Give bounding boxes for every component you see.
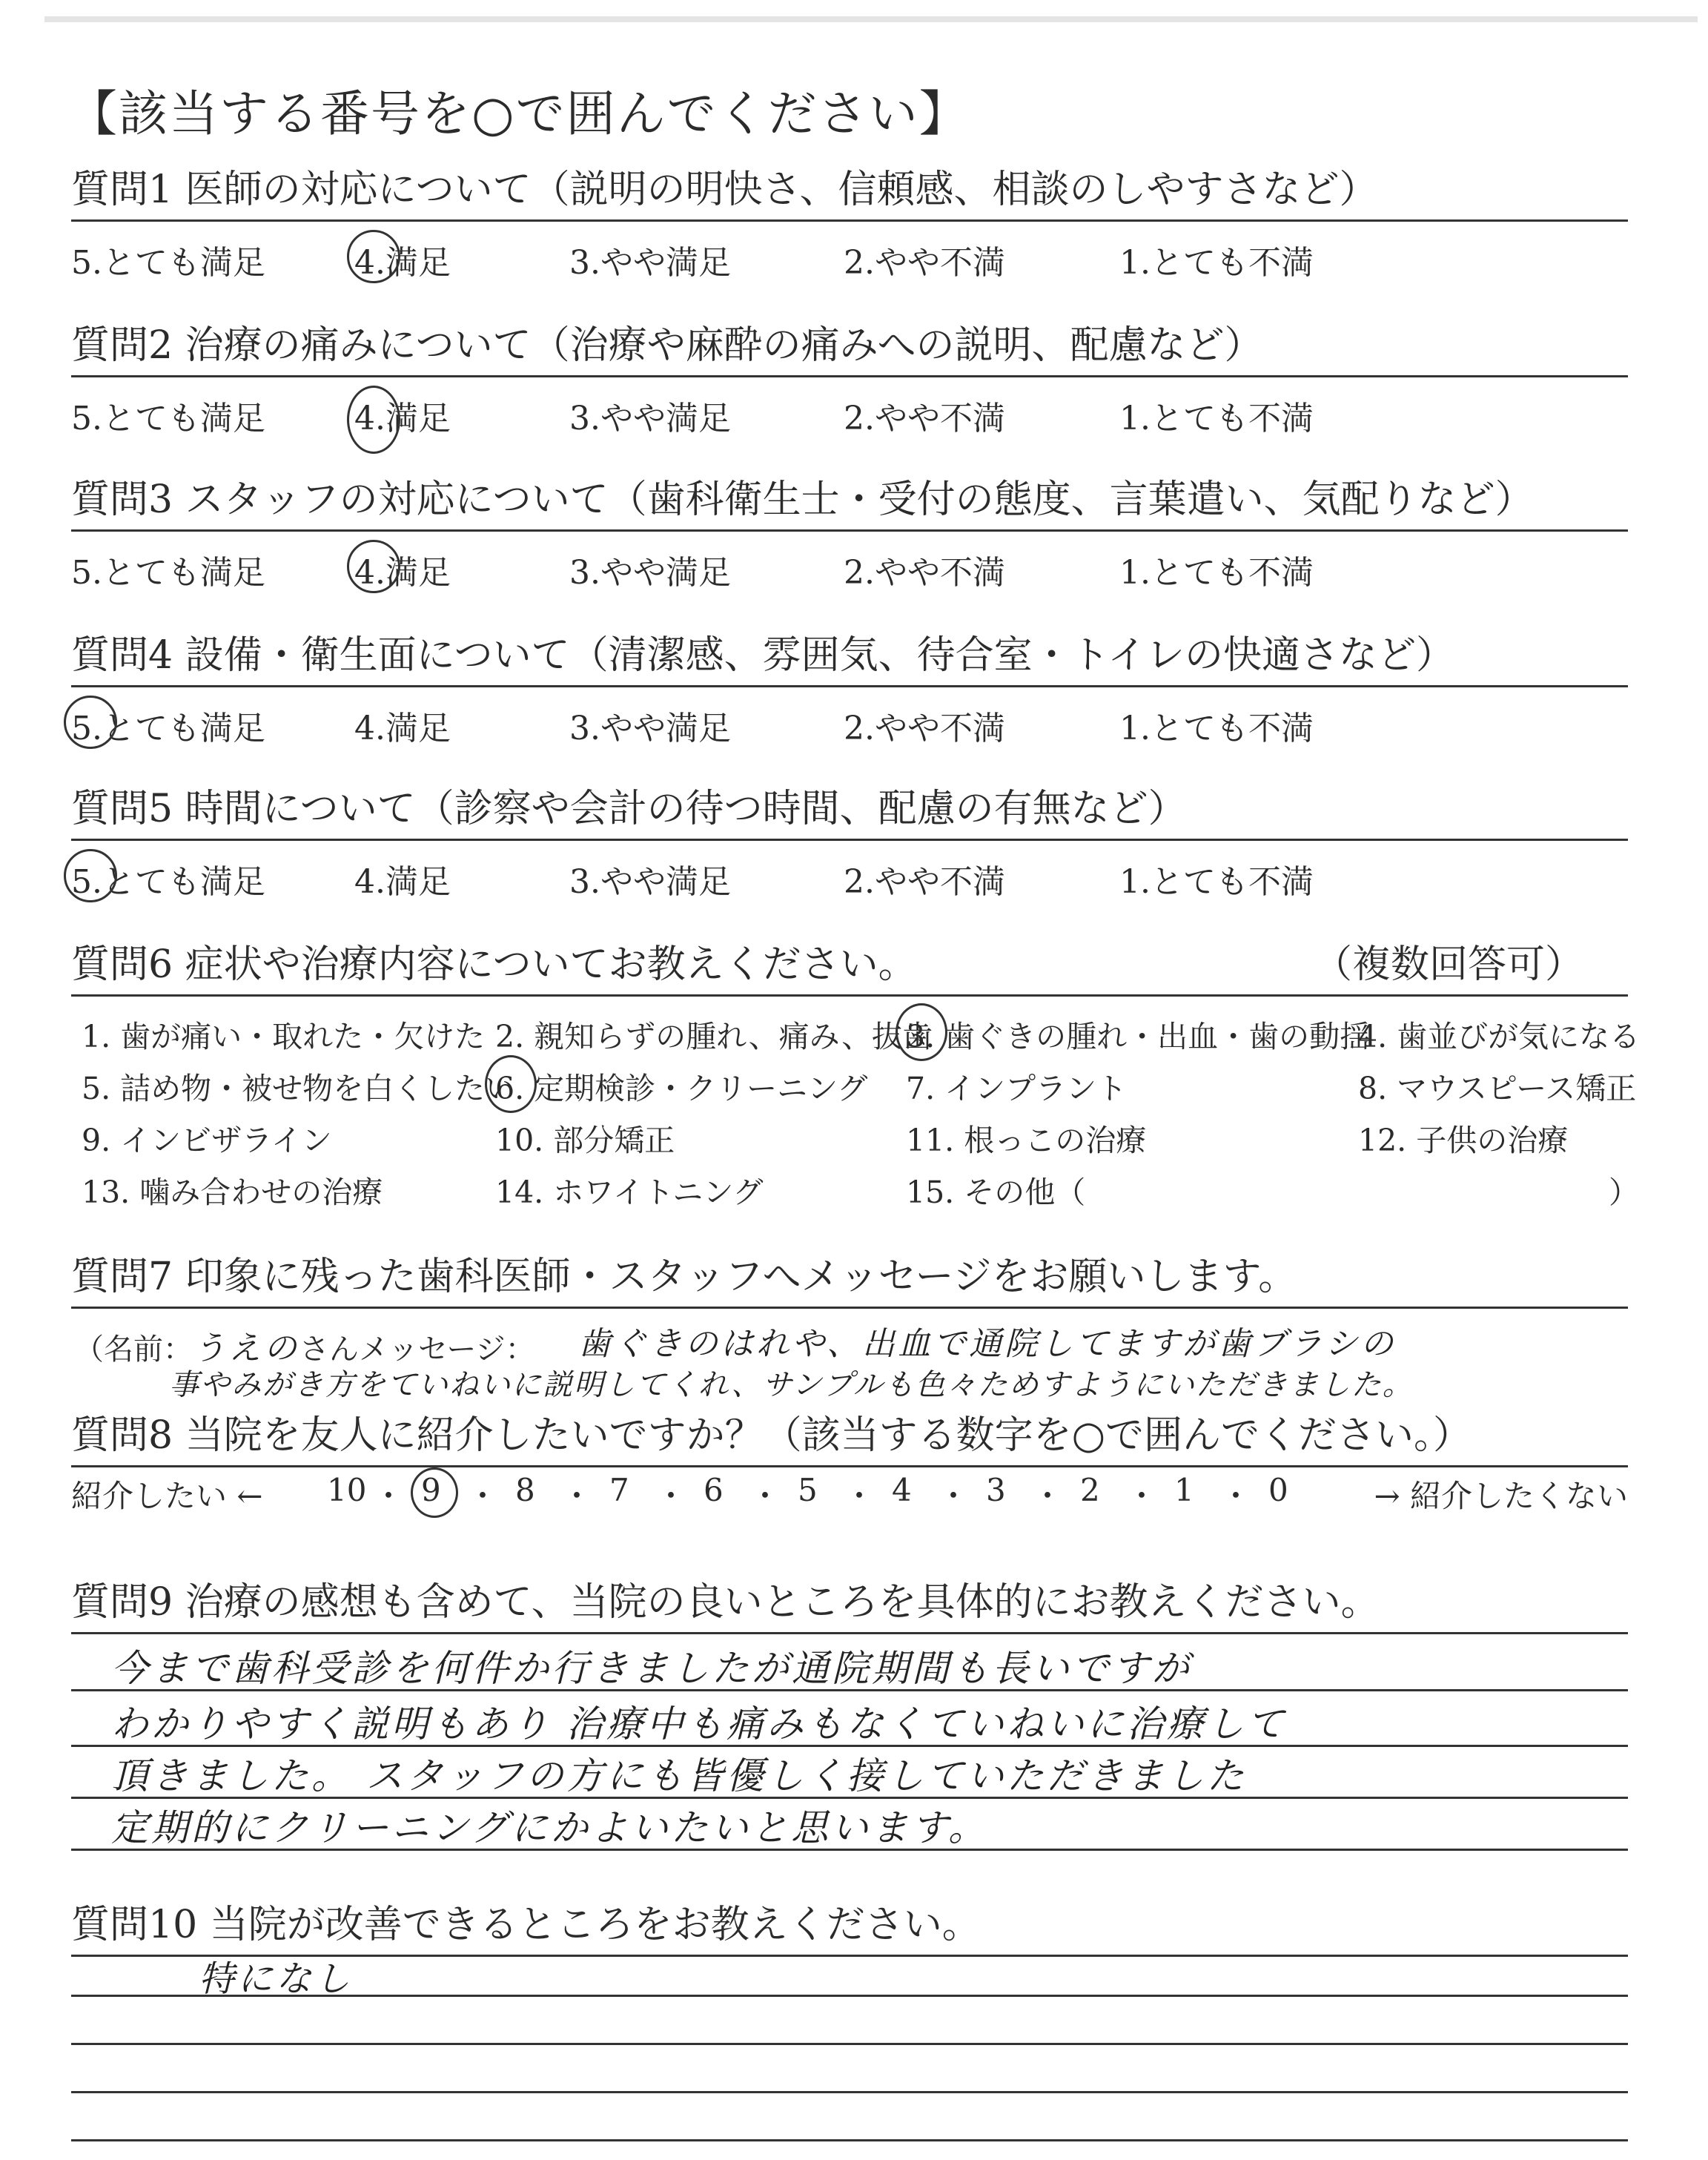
question-10-text: 質問10 当院が改善できるところをお教えください。 xyxy=(71,1903,981,1947)
symptom-option[interactable]: 15. その他（ xyxy=(906,1175,1086,1210)
scale-separator: ・ xyxy=(467,1478,499,1514)
question-8-header xyxy=(71,1401,1628,1467)
selection-circle xyxy=(64,696,117,749)
symptom-option[interactable]: 14. ホワイトニング xyxy=(495,1175,764,1210)
question-4-option[interactable]: 2.やや不満 xyxy=(844,710,1005,747)
symptom-option[interactable]: 1. 歯が痛い・取れた・欠けた xyxy=(82,1019,486,1054)
message-line-1-handwritten[interactable]: 歯ぐきのはれや、出血で通院してますが歯ブラシの xyxy=(578,1325,1397,1363)
question-1-option[interactable]: 1.とても不満 xyxy=(1119,244,1314,282)
answer-line xyxy=(71,2139,1628,2141)
selection-circle xyxy=(347,230,400,283)
answer-line xyxy=(71,1689,1628,1691)
question-6-header xyxy=(71,931,1628,997)
scale-number[interactable]: 7 xyxy=(609,1472,629,1508)
symptom-option[interactable]: 7. インプラント xyxy=(906,1071,1128,1106)
selection-circle xyxy=(347,540,400,593)
selection-circle xyxy=(411,1467,458,1518)
question-1-text: 質問1 医師の対応について（説明の明快さ、信頼感、相談のしやすさなど） xyxy=(71,168,1378,212)
name-prefix: （名前： xyxy=(74,1332,193,1367)
question-9-text: 質問9 治療の感想も含めて、当院の良いところを具体的にお教えください。 xyxy=(71,1580,1380,1625)
q9-answer-line-handwritten[interactable]: わかりやすく説明もあり 治療中も痛みもなくていねいに治療して xyxy=(111,1702,1287,1745)
question-3-option[interactable]: 5.とても満足 xyxy=(71,554,265,592)
answer-line xyxy=(71,2043,1628,2045)
symptom-option[interactable]: 3. 歯ぐきの腫れ・出血・歯の動揺 xyxy=(906,1019,1371,1054)
scale-separator: ・ xyxy=(1126,1478,1158,1514)
question-10-header xyxy=(71,1891,1628,1957)
symptom-option[interactable]: 4. 歯並びが気になる xyxy=(1358,1019,1641,1054)
recommend-scale xyxy=(71,1472,1628,1516)
selection-circle xyxy=(485,1055,537,1113)
scale-number[interactable]: 10 xyxy=(327,1472,367,1508)
question-2-option[interactable]: 4.満足 xyxy=(354,400,451,437)
scale-right-label: → 紹介したくない xyxy=(1374,1478,1628,1514)
question-5-option[interactable]: 4.満足 xyxy=(354,863,451,901)
selection-circle xyxy=(896,1003,947,1061)
question-2-text: 質問2 治療の痛みについて（治療や麻酔の痛みへの説明、配慮など） xyxy=(71,323,1263,368)
question-6-text: 質問6 症状や治療内容についてお教えください。 xyxy=(71,942,917,987)
scale-number[interactable]: 0 xyxy=(1268,1472,1288,1508)
question-5-option[interactable]: 5.とても満足 xyxy=(71,863,265,901)
question-3-header xyxy=(71,466,1628,532)
scale-number[interactable]: 4 xyxy=(892,1472,912,1508)
scale-number[interactable]: 6 xyxy=(704,1472,724,1508)
scale-number[interactable]: 1 xyxy=(1174,1472,1194,1508)
scale-number[interactable]: 8 xyxy=(515,1472,535,1508)
question-2-option[interactable]: 2.やや不満 xyxy=(844,400,1005,437)
question-5-option[interactable]: 1.とても不満 xyxy=(1119,863,1314,901)
scale-separator: ・ xyxy=(749,1478,781,1514)
question-4-option[interactable]: 3.やや満足 xyxy=(569,710,731,747)
symptom-option[interactable]: 6. 定期検診・クリーニング xyxy=(495,1071,868,1106)
question-1-header xyxy=(71,156,1628,222)
question-4-option[interactable]: 4.満足 xyxy=(354,710,451,747)
answer-line xyxy=(71,1995,1628,1997)
question-2-option[interactable]: 5.とても満足 xyxy=(71,400,265,437)
scale-separator: ・ xyxy=(373,1478,405,1514)
question-2-option[interactable]: 1.とても不満 xyxy=(1119,400,1314,437)
question-9-header xyxy=(71,1568,1628,1634)
question-3-option[interactable]: 4.満足 xyxy=(354,554,451,592)
scale-number[interactable]: 2 xyxy=(1080,1472,1100,1508)
scale-separator: ・ xyxy=(655,1478,687,1514)
question-5-option[interactable]: 2.やや不満 xyxy=(844,863,1005,901)
symptom-option[interactable]: 8. マウスピース矯正 xyxy=(1358,1071,1637,1106)
q9-answer-line-handwritten[interactable]: 今まで歯科受診を何件か行きましたが通院期間も長いですが xyxy=(111,1647,1192,1690)
symptom-option[interactable]: 5. 詰め物・被せ物を白くしたい xyxy=(82,1071,516,1106)
q9-answer-line-handwritten[interactable]: 定期的にクリーニングにかよいたいと思います。 xyxy=(111,1806,988,1849)
selection-circle xyxy=(347,386,400,454)
question-4-header xyxy=(71,621,1628,687)
question-4-option[interactable]: 5.とても満足 xyxy=(71,710,265,747)
question-2-option[interactable]: 3.やや満足 xyxy=(569,400,731,437)
question-1-option[interactable]: 2.やや不満 xyxy=(844,244,1005,282)
scale-left-label: 紹介したい ← xyxy=(71,1478,263,1514)
scale-separator: ・ xyxy=(938,1478,970,1514)
scale-separator: ・ xyxy=(1220,1478,1252,1514)
form-instructions-title: 【該当する番号を○で囲んでください】 xyxy=(68,85,970,142)
scale-number[interactable]: 9 xyxy=(421,1472,441,1508)
symptom-option[interactable]: 11. 根っこの治療 xyxy=(906,1123,1147,1158)
question-7-header xyxy=(71,1243,1628,1309)
symptom-option[interactable]: 10. 部分矯正 xyxy=(495,1123,675,1158)
answer-line xyxy=(71,1849,1628,1851)
q9-answer-line-handwritten[interactable]: 頂きました。 スタッフの方にも皆優しく接していただきました xyxy=(111,1754,1247,1797)
question-5-text: 質問5 時間について（診察や会計の待つ時間、配慮の有無など） xyxy=(71,787,1187,831)
scale-separator: ・ xyxy=(561,1478,593,1514)
question-6-note: （複数回答可） xyxy=(1313,942,1583,987)
question-1-option[interactable]: 4.満足 xyxy=(354,244,451,282)
question-3-option[interactable]: 3.やや満足 xyxy=(569,554,731,592)
question-3-option[interactable]: 2.やや不満 xyxy=(844,554,1005,592)
question-8-text: 質問8 当院を友人に紹介したいですか？（該当する数字を○で囲んでください。） xyxy=(71,1413,1472,1458)
scale-number[interactable]: 5 xyxy=(798,1472,818,1508)
question-4-text: 質問4 設備・衛生面について（清潔感、雰囲気、待合室・トイレの快適さなど） xyxy=(71,633,1454,678)
scale-number[interactable]: 3 xyxy=(986,1472,1006,1508)
question-1-option[interactable]: 5.とても満足 xyxy=(71,244,265,282)
question-3-text: 質問3 スタッフの対応について（歯科衛生士・受付の態度、言葉遣い、気配りなど） xyxy=(71,478,1534,522)
other-close-paren: ） xyxy=(1609,1175,1639,1210)
question-1-option[interactable]: 3.やや満足 xyxy=(569,244,731,282)
scale-separator: ・ xyxy=(844,1478,875,1514)
symptom-option[interactable]: 12. 子供の治療 xyxy=(1358,1123,1569,1158)
message-line-2-handwritten[interactable]: 事やみがき方をていねいに説明してくれ、サンプルも色々ためすようにいただきました。 xyxy=(169,1368,1414,1402)
question-5-header xyxy=(71,775,1628,841)
question-3-option[interactable]: 1.とても不満 xyxy=(1119,554,1314,592)
symptom-option[interactable]: 9. インビザライン xyxy=(82,1123,332,1158)
question-7-text: 質問7 印象に残った歯科医師・スタッフへメッセージをお願いします。 xyxy=(71,1255,1297,1299)
symptom-option[interactable]: 13. 噛み合わせの治療 xyxy=(82,1175,383,1210)
name-suffix: さんメッセージ： xyxy=(299,1332,535,1367)
answer-line xyxy=(71,2091,1628,2093)
selection-circle xyxy=(64,849,117,902)
symptom-option[interactable]: 2. 親知らずの腫れ、痛み、抜歯 xyxy=(495,1019,933,1054)
question-10-answer-handwritten[interactable]: 特になし xyxy=(199,1958,354,2000)
question-2-header xyxy=(71,311,1628,377)
question-4-option[interactable]: 1.とても不満 xyxy=(1119,710,1314,747)
top-border xyxy=(44,16,1698,22)
name-value-handwritten[interactable]: うえの xyxy=(193,1330,299,1367)
question-5-option[interactable]: 3.やや満足 xyxy=(569,863,731,901)
scale-separator: ・ xyxy=(1032,1478,1064,1514)
